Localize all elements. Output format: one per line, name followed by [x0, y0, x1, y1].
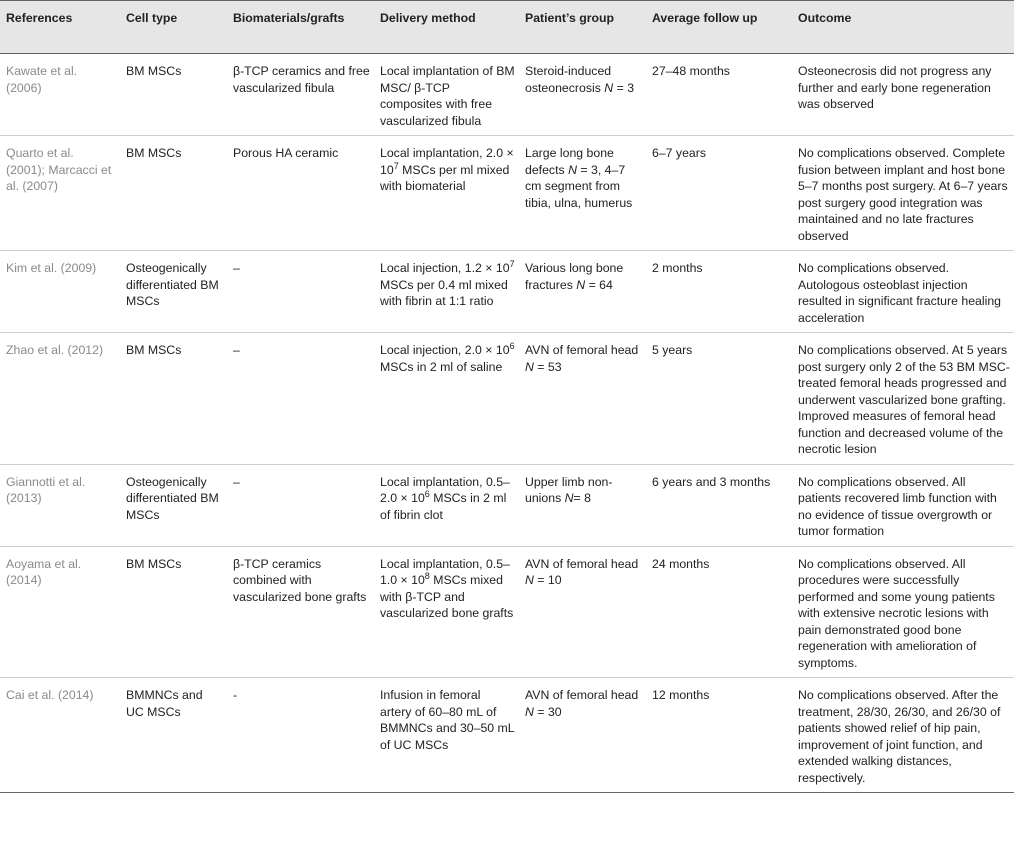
cell-delivery-method: Local implantation of BM MSC/ β-TCP composites with free vascularized fibula: [374, 54, 519, 136]
cell-delivery-method: Local implantation, $2.0 \times 10^7$ MSCs per ml mixed with biomaterial: [374, 136, 519, 251]
cell-outcome: No complications observed. After the treatment, 28/30, 26/30, and 26/30 of patients showed relief of hip pain, improvement of joint function, and extended walking distances, respectively.: [792, 678, 1014, 793]
cell-follow-up: 12 months: [646, 678, 792, 793]
cell-follow-up: 6 years and 3 months: [646, 464, 792, 546]
cell-outcome: Osteonecrosis did not progress any further and early bone regeneration was observed: [792, 54, 1014, 136]
cell-references[interactable]: Quarto et al. (2001); Marcacci et al. (2007): [0, 136, 120, 251]
header-cell-type: Cell type: [120, 1, 227, 54]
header-biomaterials: Biomaterials/grafts: [227, 1, 374, 54]
cell-patients-group: AVN of femoral head N = 30: [519, 678, 646, 793]
cell-outcome: No complications observed. At 5 years post surgery only 2 of the 53 BM MSC-treated femoral heads progressed and underwent vascularized bone grafting. Improved measures of femoral head function and decreased volume of the necrotic lesion: [792, 333, 1014, 465]
header-references: References: [0, 1, 120, 54]
cell-references[interactable]: Kim et al. (2009): [0, 251, 120, 333]
table-row: [0, 464, 1014, 546]
cell-cell-type: BM MSCs: [120, 333, 227, 465]
cell-delivery-method: Infusion in femoral artery of 60–80 mL of BMMNCs and 30–50 mL of UC MSCs: [374, 678, 519, 793]
cell-outcome: No complications observed. All procedures were successfully performed and some young patients with extensive necrotic lesions with pain demonstrated good bone regeneration with amelioration of symptoms.: [792, 546, 1014, 678]
cell-patients-group: AVN of femoral head N = 10: [519, 546, 646, 678]
cell-references[interactable]: Kawate et al. (2006): [0, 54, 120, 136]
cell-follow-up: 24 months: [646, 546, 792, 678]
cell-patients-group: AVN of femoral head N = 53: [519, 333, 646, 465]
header-patients-group: Patient’s group: [519, 1, 646, 54]
cell-cell-type: BM MSCs: [120, 546, 227, 678]
cell-references[interactable]: Cai et al. (2014): [0, 678, 120, 793]
cell-cell-type: BM MSCs: [120, 136, 227, 251]
table-row: [0, 546, 1014, 678]
header-average-follow-up: Average follow up: [646, 1, 792, 54]
cell-cell-type: Osteogenically differentiated BM MSCs: [120, 251, 227, 333]
cell-biomaterials: Porous HA ceramic: [227, 136, 374, 251]
cell-outcome: No complications observed. Autologous osteoblast injection resulted in significant fracture healing acceleration: [792, 251, 1014, 333]
cell-delivery-method: Local injection, $2.0 \times 10^6$ MSCs in 2 ml of saline: [374, 333, 519, 465]
cell-patients-group: Steroid-induced osteonecrosis N = 3: [519, 54, 646, 136]
table-body: [0, 54, 1014, 793]
cell-cell-type: Osteogenically differentiated BM MSCs: [120, 464, 227, 546]
cell-delivery-method: Local implantation, $0.5-2.0 \times 10^6$ MSCs in 2 ml of fibrin clot: [374, 464, 519, 546]
cell-references[interactable]: Giannotti et al. (2013): [0, 464, 120, 546]
table-row: [0, 251, 1014, 333]
table-header-row: [0, 1, 1014, 54]
cell-patients-group: Various long bone fractures N = 64: [519, 251, 646, 333]
cell-cell-type: BMMNCs and UC MSCs: [120, 678, 227, 793]
cell-biomaterials: –: [227, 251, 374, 333]
cell-follow-up: 2 months: [646, 251, 792, 333]
cell-outcome: No complications observed. All patients recovered limb function with no evidence of tissue overgrowth or tumor formation: [792, 464, 1014, 546]
cell-follow-up: 6–7 years: [646, 136, 792, 251]
cell-biomaterials: β-TCP ceramics combined with vascularized bone grafts: [227, 546, 374, 678]
cell-follow-up: 27–48 months: [646, 54, 792, 136]
table-row: [0, 54, 1014, 136]
header-outcome: Outcome: [792, 1, 1014, 54]
cell-follow-up: 5 years: [646, 333, 792, 465]
cell-biomaterials: -: [227, 678, 374, 793]
cell-biomaterials: –: [227, 333, 374, 465]
header-delivery-method: Delivery method: [374, 1, 519, 54]
cell-cell-type: BM MSCs: [120, 54, 227, 136]
cell-patients-group: Upper limb non-unions N= 8: [519, 464, 646, 546]
cell-biomaterials: –: [227, 464, 374, 546]
cell-delivery-method: Local implantation, $0.5-1.0 \times 10^8$ MSCs mixed with β-TCP and vascularized bone grafts: [374, 546, 519, 678]
cell-delivery-method: Local injection, $1.2 \times 10^7$ MSCs per 0.4 ml mixed with fibrin at 1:1 ratio: [374, 251, 519, 333]
cell-references[interactable]: Zhao et al. (2012): [0, 333, 120, 465]
cell-biomaterials: β-TCP ceramics and free vascularized fibula: [227, 54, 374, 136]
table-row: [0, 333, 1014, 465]
table-row: [0, 678, 1014, 793]
cell-references[interactable]: Aoyama et al. (2014): [0, 546, 120, 678]
cell-outcome: No complications observed. Complete fusion between implant and host bone 5–7 months post surgery. At 6–7 years post surgery good integration was maintained and no late fractures observed: [792, 136, 1014, 251]
cell-patients-group: Large long bone defects N = 3, 4–7 cm segment from tibia, ulna, humerus: [519, 136, 646, 251]
table-row: [0, 136, 1014, 251]
